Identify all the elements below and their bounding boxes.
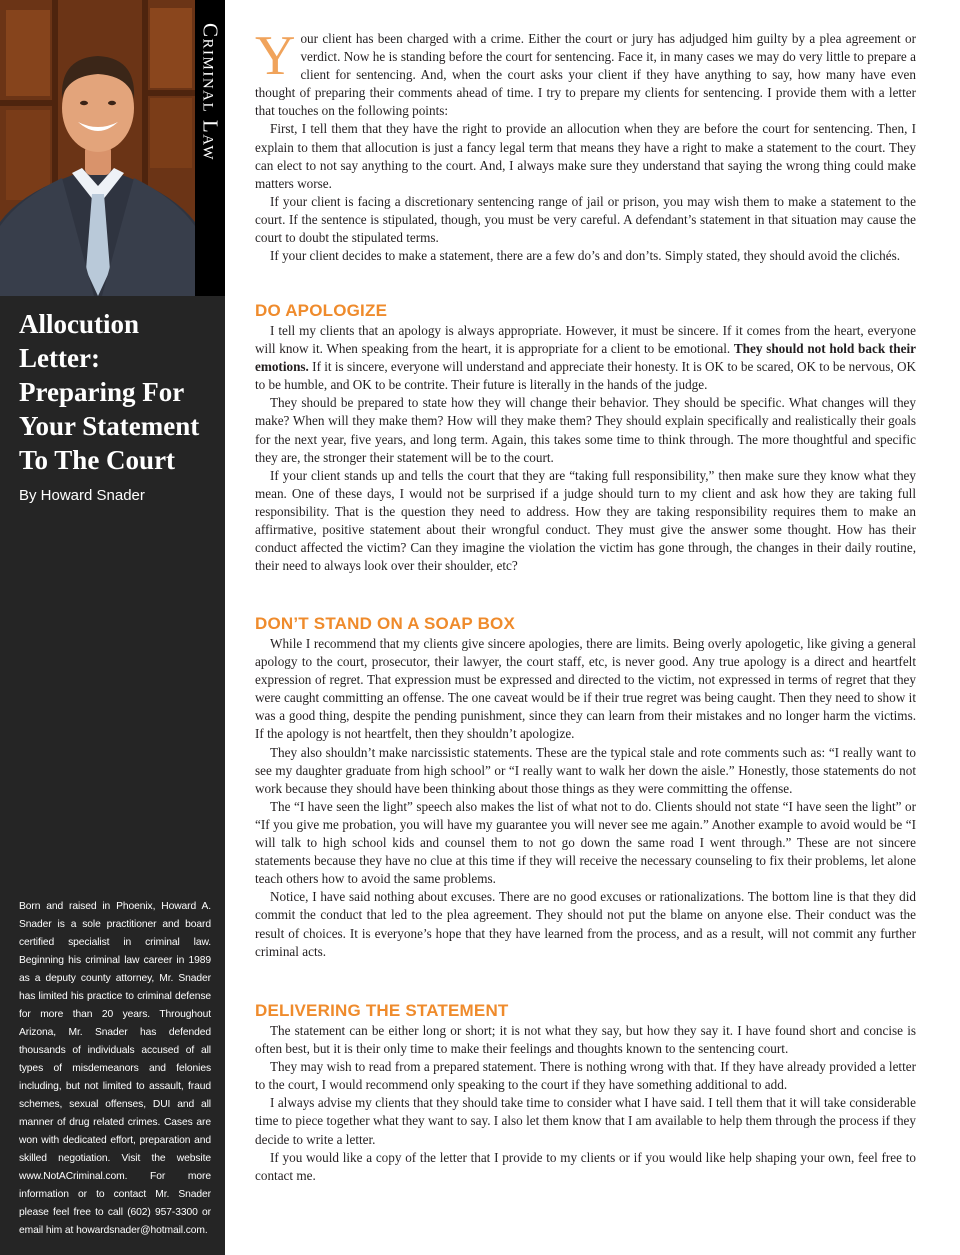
section-paragraph-2: They also shouldn’t make narcissistic statements. These are the typical stale and rote comments such as: “I really want to see my daughter graduate from high school” or “I really want to walk her down the aisle.” Honestly, those statements do not work because they should have been thinking about those things as they were committing the offense. [255, 744, 916, 796]
section-paragraph-4: Notice, I have said nothing about excuses. There are no good excuses or rationalizations. The bottom line is that they did commit the conduct that led to the plea agreement. They should not put the blame on anyone else. Their conduct was the result of choices. It is everyone’s hope that they have learned from the process, and as a result, will not commit any further criminal acts. [255, 889, 916, 959]
section-do-apologize [255, 301, 916, 575]
byline: By Howard Snader [19, 487, 145, 504]
section-paragraph-1: I tell my clients that an apology is always appropriate. However, it must be sincere. If it comes from the heart, everyone will know it. When speaking from the heart, it is appropriate for a client to be emotional. They should not hold back their emotions. If it is sincere, everyone will understand and appreciate their honesty. It is OK to be scared, OK to be nervous, OK to be humble, and OK to be contrite. Their future is literally in the hands of the judge. [255, 323, 916, 393]
emphasis-text: They should not hold back their emotions. [255, 341, 916, 375]
section-paragraph-1: The statement can be either long or short; it is not what they say, but how they say it. I have found short and concise is often best, but it is their only time to make their feelings and thoughts known to the sentencing court. [255, 1023, 916, 1057]
author-bio: Born and raised in Phoenix, Howard A. Snader is a sole practitioner and board certified specialist in criminal law. Beginning his criminal law career in 1989 as a deputy county attorney, Mr. Snader has limited his practice to criminal defense for more than 20 years. Throughout Arizona, Mr. Snader has defended thousands of individuals accused of all types of misdemeanors and felonies including, but not limited to assault, fraud schemes, sexual offenses, DUI and all manner of drug related crimes. Cases are won with dedicated effort, preparation and skilled negotiation. Visit the website www.NotACriminal.com. For more information or to contact Mr. Snader please feel free to call (602) 957-3300 or email him at howardsnader@hotmail.com. [19, 901, 211, 1236]
section-paragraph-4: If you would like a copy of the letter that I provide to my clients or if you would like help shaping your own, feel free to contact me. [255, 1149, 916, 1183]
section-heading: DON’T STAND ON A SOAP BOX [255, 614, 516, 633]
drop-cap: Y [255, 25, 296, 87]
author-photo [0, 0, 195, 296]
article-title: Allocution Letter: Preparing For Your Statement To The Court [19, 309, 200, 475]
section-heading: DO APOLOGIZE [255, 301, 388, 320]
section-soap-box [255, 614, 916, 961]
section-paragraph-2: They should be prepared to state how they will change their behavior. They should be specific. What changes will they make? When will they make them? How will they make them? They should explain specifically and realistically their goals for the next year, five years, and long term. Again, this takes some time to think through. The more thoughtful and specific they are, the stronger their statement will be to the court. [255, 395, 916, 465]
intro-paragraph-3: If your client is facing a discretionary sentencing range of jail or prison, you may wish them to make a statement to the court. If the sentence is stipulated, though, you must be very careful. A defendant’s statement in that situation may cause the court to doubt the stipulated terms. [255, 193, 916, 246]
section-label: Criminal Law [198, 22, 223, 162]
section-paragraph-3: The “I have seen the light” speech also makes the list of what not to do. Clients should not state “I have seen the light” or “If you give me probation, you will have my guarantee you will never see me again.” Another example to avoid would be “I will talk to high school kids and counsel them to not go down the same road I went through.” These are not sincere statements because they have no clue at this time if they will receive the necessary counseling to fix their problems, let alone teach others how to avoid the same problems. [255, 798, 916, 887]
intro-section [255, 25, 916, 265]
section-paragraph-3: If your client stands up and tells the court that they are “taking full responsibility,” then make sure they know what they mean. One of these days, I would not be surprised if a judge should turn to my client and ask how they are taking full responsibility. That is the question they need to address. How they are taking responsibility requires them to make an affirmative, positive statement about their wrongful conduct. They must give the answer some thought. How has their conduct affected the victim? Can they imagine the violation the victim has gone through, the changes in their daily routine, their need to always look over their shoulder, etc? [255, 467, 916, 574]
section-paragraph-1: While I recommend that my clients give sincere apologies, there are limits. Being overly apologetic, like giving a general apology to the court, prosecutor, their lawyer, the court staff, etc, is never good. Any true apology is a direct and heartfelt expression of regret. That expression must be expressed and directed to the victim, not expressed in terms of regret that they were caught committing an offense. The one caveat would be if their true regret was being caught. Then they need to show it was a good thing, despite the pending punishment, since they can learn from their mistakes and no longer harm the victims. If the apology is not heartfelt, then they shouldn’t apologize. [255, 636, 916, 742]
intro-paragraph-4: If your client decides to make a statement, there are a few do’s and don’ts. Simply stated, they should avoid the clichés. [270, 248, 901, 264]
section-heading: DELIVERING THE STATEMENT [255, 1001, 509, 1020]
sidebar [0, 0, 225, 1255]
section-paragraph-3: I always advise my clients that they should take time to consider what I have said. I tell them that it will take considerable time to piece together what they want to say. I also let them know that I am available to help them through the process if they decide to write a letter. [255, 1095, 916, 1147]
section-delivering [255, 1001, 916, 1185]
section-paragraph-2: They may wish to read from a prepared statement. There is nothing wrong with that. If they have already provided a letter to the court, I would recommend only speaking to the court if they have something additional to add. [255, 1059, 916, 1093]
intro-paragraph-2: First, I tell them that they have the right to provide an allocution when they are before the court for sentencing. Then, I explain to them that allocution is just a fancy legal term that means they have a right to make a statement to the court. They can elect to not say anything to the court. And, I always make sure they understand that saying the wrong thing could make matters worse. [255, 121, 916, 191]
intro-paragraph-1: Your client has been charged with a crime. Either the court or jury has adjudged him guilty by a plea agreement or verdict. Now he is standing before the court for sentencing. Face it, in many cases we may do very little to prepare a client for sentencing. And, when the court asks your client if they have anything to say, how many have even thought of preparing their comments ahead of time. I try to prepare my clients for sentencing. I provide them with a letter that touches on the following points: [255, 25, 916, 119]
